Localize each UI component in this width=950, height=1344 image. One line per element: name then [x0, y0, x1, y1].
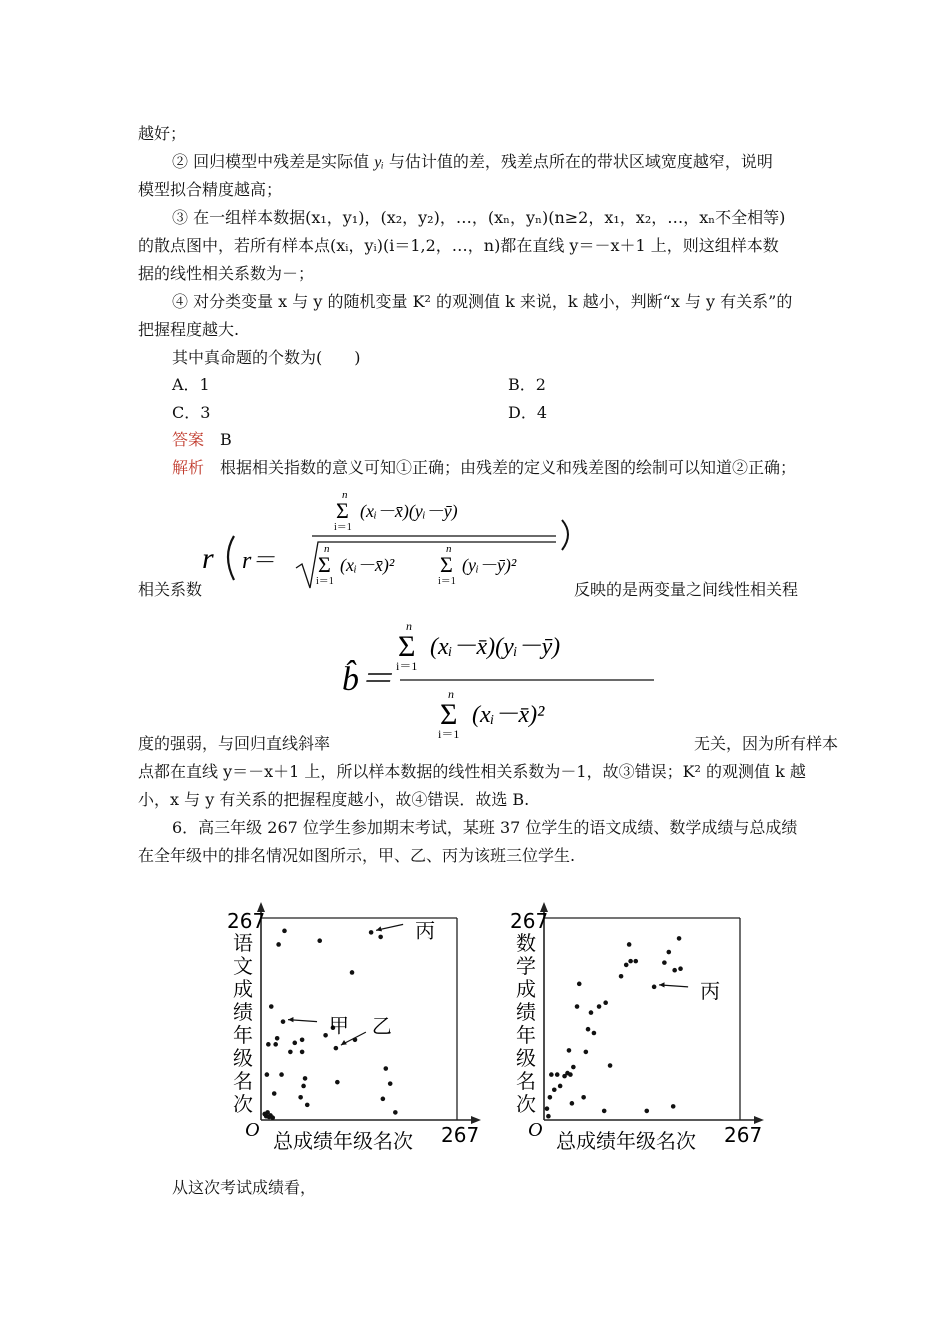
scatter-point [644, 1109, 649, 1114]
annotation-label: 丙 [700, 978, 721, 1003]
chinese-rank-scatter [225, 900, 487, 1160]
scatter-point [546, 1114, 551, 1119]
r-symbol: r [202, 542, 214, 575]
scatter-point [672, 968, 677, 973]
scatter-point [393, 1110, 398, 1115]
scatter-point [678, 966, 683, 971]
scatter-point [269, 1004, 274, 1009]
text-line: 越好； [138, 124, 187, 143]
scatter-point [334, 1046, 339, 1051]
scatter-point [555, 1072, 560, 1077]
sigma-symbol: Σ [336, 498, 349, 523]
text-line: 无关，因为所有样本 [694, 734, 839, 753]
scatter-point [272, 1091, 277, 1096]
scatter-point [577, 982, 582, 987]
scatter-point [628, 959, 633, 964]
scatter-point [381, 1097, 386, 1102]
scatter-point [586, 1027, 591, 1032]
scatter-point [388, 1081, 393, 1086]
origin-label: O [245, 1119, 260, 1141]
r-head: r＝ [242, 548, 276, 574]
text-line: 的散点图中，若所有样本点(xᵢ，yᵢ)(i＝1,2，…，n)都在直线 y＝－x＋1 上，则这组样本数 [138, 236, 779, 255]
question-6-cont: 在全年级中的排名情况如图所示，甲、乙、丙为该班三位学生. [138, 846, 576, 865]
text-line: 把握程度越大. [138, 320, 240, 339]
correlation-formula [200, 484, 580, 596]
r-numerator: (xᵢ－x̄)(yᵢ－ȳ) [360, 501, 458, 521]
text-line: 模型拟合精度越高； [138, 180, 283, 199]
sum-lower: i＝1 [316, 576, 334, 587]
answer-value: B [220, 430, 232, 449]
scatter-point [608, 1063, 613, 1068]
corr-suffix: 反映的是两变量之间线性相关程 [574, 580, 799, 599]
sum-upper: n [324, 543, 330, 555]
sum-lower: i＝1 [438, 727, 460, 741]
analysis-label: 解析 [172, 458, 205, 477]
annotation-label: 甲 [329, 1013, 350, 1038]
origin-label: O [528, 1119, 543, 1141]
scatter-point [666, 950, 671, 955]
corr-prefix: 相关系数 [138, 580, 203, 599]
sqrt-sign [296, 542, 556, 588]
annotation-label: 丙 [415, 918, 436, 943]
scatter-point [276, 942, 281, 947]
sum-upper: n [448, 687, 454, 701]
scatter-point [603, 1000, 608, 1005]
scatter-point [298, 1095, 303, 1100]
scatter-point [265, 1072, 270, 1077]
scatter-point [281, 1019, 286, 1024]
y-max-label: 267 [510, 909, 549, 933]
sum-lower: i＝1 [396, 659, 418, 673]
scatter-point [581, 1095, 586, 1100]
scatter-point [279, 1072, 284, 1077]
answer-label: 答案 [172, 430, 205, 449]
scatter-point [570, 1101, 575, 1106]
text-line: 从这次考试成绩看， [172, 1178, 317, 1197]
scatter-point [369, 930, 374, 935]
scatter-point [545, 1106, 550, 1111]
scatter-point [652, 985, 657, 990]
option-d: D．4 [508, 403, 548, 422]
scatter-point [633, 959, 638, 964]
question-6: 6．高三年级 267 位学生参加期末考试，某班 37 位学生的语文成绩、数学成绩与总成绩 [172, 818, 798, 837]
sigma-symbol: Σ [440, 552, 453, 577]
scatter-point [300, 1050, 305, 1055]
r-denominator-b: (yᵢ－ȳ)² [462, 555, 517, 575]
annotation-arrowhead [659, 982, 664, 987]
x-max-label: 267 [441, 1123, 480, 1147]
scatter-point [378, 935, 383, 940]
sigma-symbol: Σ [440, 698, 458, 731]
b-hat: b̂＝ [342, 661, 393, 698]
math-rank-scatter [508, 900, 770, 1160]
scatter-point [548, 1095, 553, 1100]
scatter-point [275, 1036, 280, 1041]
scatter-point [589, 1010, 594, 1015]
y-axis-title: 语文成绩年级名次 [233, 931, 253, 1116]
analysis-line: 解析 根据相关指数的意义可知①正确；由残差的定义和残差图的绘制可以知道②正确； [172, 458, 797, 477]
scatter-point [270, 1115, 275, 1120]
sigma-symbol: Σ [398, 630, 416, 663]
scatter-point [282, 929, 287, 934]
scatter-point [335, 1080, 340, 1085]
annotations-group [659, 979, 720, 1003]
x-axis-title: 总成绩年级名次 [273, 1129, 413, 1153]
scatter-point [584, 1050, 589, 1055]
scatter-point [571, 1065, 576, 1070]
scatter-point [567, 1048, 572, 1053]
scatter-point [624, 963, 629, 968]
slope-formula [338, 612, 668, 744]
sum-upper: n [406, 619, 412, 633]
text-line: 点都在直线 y＝－x＋1 上，所以样本数据的线性相关系数为－1，故③错误；K² 的观测值 k 越 [138, 762, 806, 781]
right-paren [562, 520, 568, 550]
scatter-point [627, 942, 632, 947]
x-max-label: 267 [724, 1123, 763, 1147]
scatter-point [662, 960, 667, 965]
scatter-point [575, 1004, 580, 1009]
scatter-point [273, 1042, 278, 1047]
question-stem: 其中真命题的个数为( ) [172, 348, 361, 367]
option-a: A．1 [172, 375, 210, 394]
scatter-point [305, 1103, 310, 1108]
sum-lower: i＝1 [438, 576, 456, 587]
scatter-point [558, 1084, 563, 1089]
text-line: 据的线性相关系数为－； [138, 264, 315, 283]
scatter-point [677, 936, 682, 941]
scatter-point [619, 974, 624, 979]
answer-line [172, 430, 232, 450]
sum-upper: n [342, 489, 348, 501]
b-denominator: (xᵢ－x̄)² [472, 702, 545, 728]
annotation-label: 乙 [371, 1014, 392, 1039]
scatter-point [602, 1109, 607, 1114]
scatter-point [350, 970, 355, 975]
scatter-point [323, 1033, 328, 1038]
sigma-symbol: Σ [318, 552, 331, 577]
text-line: ② 回归模型中残差是实际值 yᵢ 与估计值的差，残差点所在的带状区域宽度越窄，说明 [172, 152, 773, 171]
points-group [545, 936, 683, 1118]
sum-upper: n [446, 543, 452, 555]
left-paren [228, 536, 234, 580]
text-line: 度的强弱，与回归直线斜率 [138, 734, 331, 753]
b-numerator: (xᵢ－x̄)(yᵢ－ȳ) [430, 634, 561, 660]
scatter-point [303, 1076, 308, 1081]
text-line: ③ 在一组样本数据(x₁，y₁)，(x₂，y₂)，…，(xₙ，yₙ)(n≥2，x₁，x₂，…，xₙ不全相等) [172, 208, 786, 227]
text-line: 小，x 与 y 有关系的把握程度越小，故④错误．故选 B. [138, 790, 530, 809]
scatter-point [266, 1042, 271, 1047]
scatter-point [597, 1004, 602, 1009]
annotations-group [288, 918, 435, 1045]
scatter-point [292, 1041, 297, 1046]
y-axis-title: 数学成绩年级名次 [516, 931, 536, 1116]
scatter-point [592, 1031, 597, 1036]
scatter-point [288, 1050, 293, 1055]
text-line: ④ 对分类变量 x 与 y 的随机变量 K² 的观测值 k 来说，k 越小，判断“x 与 y 有关系”的 [172, 292, 793, 311]
scatter-point [552, 1087, 557, 1092]
annotation-arrowhead [288, 1017, 293, 1022]
scatter-point [317, 938, 322, 943]
scatter-point [383, 1066, 388, 1071]
y-max-label: 267 [227, 909, 266, 933]
option-b: B．2 [508, 375, 546, 394]
scatter-point [300, 1038, 305, 1043]
scatter-point [671, 1104, 676, 1109]
sum-lower: i＝1 [334, 522, 352, 533]
option-c: C．3 [172, 403, 211, 422]
r-denominator-a: (xᵢ－x̄)² [340, 555, 395, 575]
scatter-point [568, 1072, 573, 1077]
x-axis-title: 总成绩年级名次 [556, 1129, 696, 1153]
scatter-point [301, 1084, 306, 1089]
scatter-point [549, 1072, 554, 1077]
